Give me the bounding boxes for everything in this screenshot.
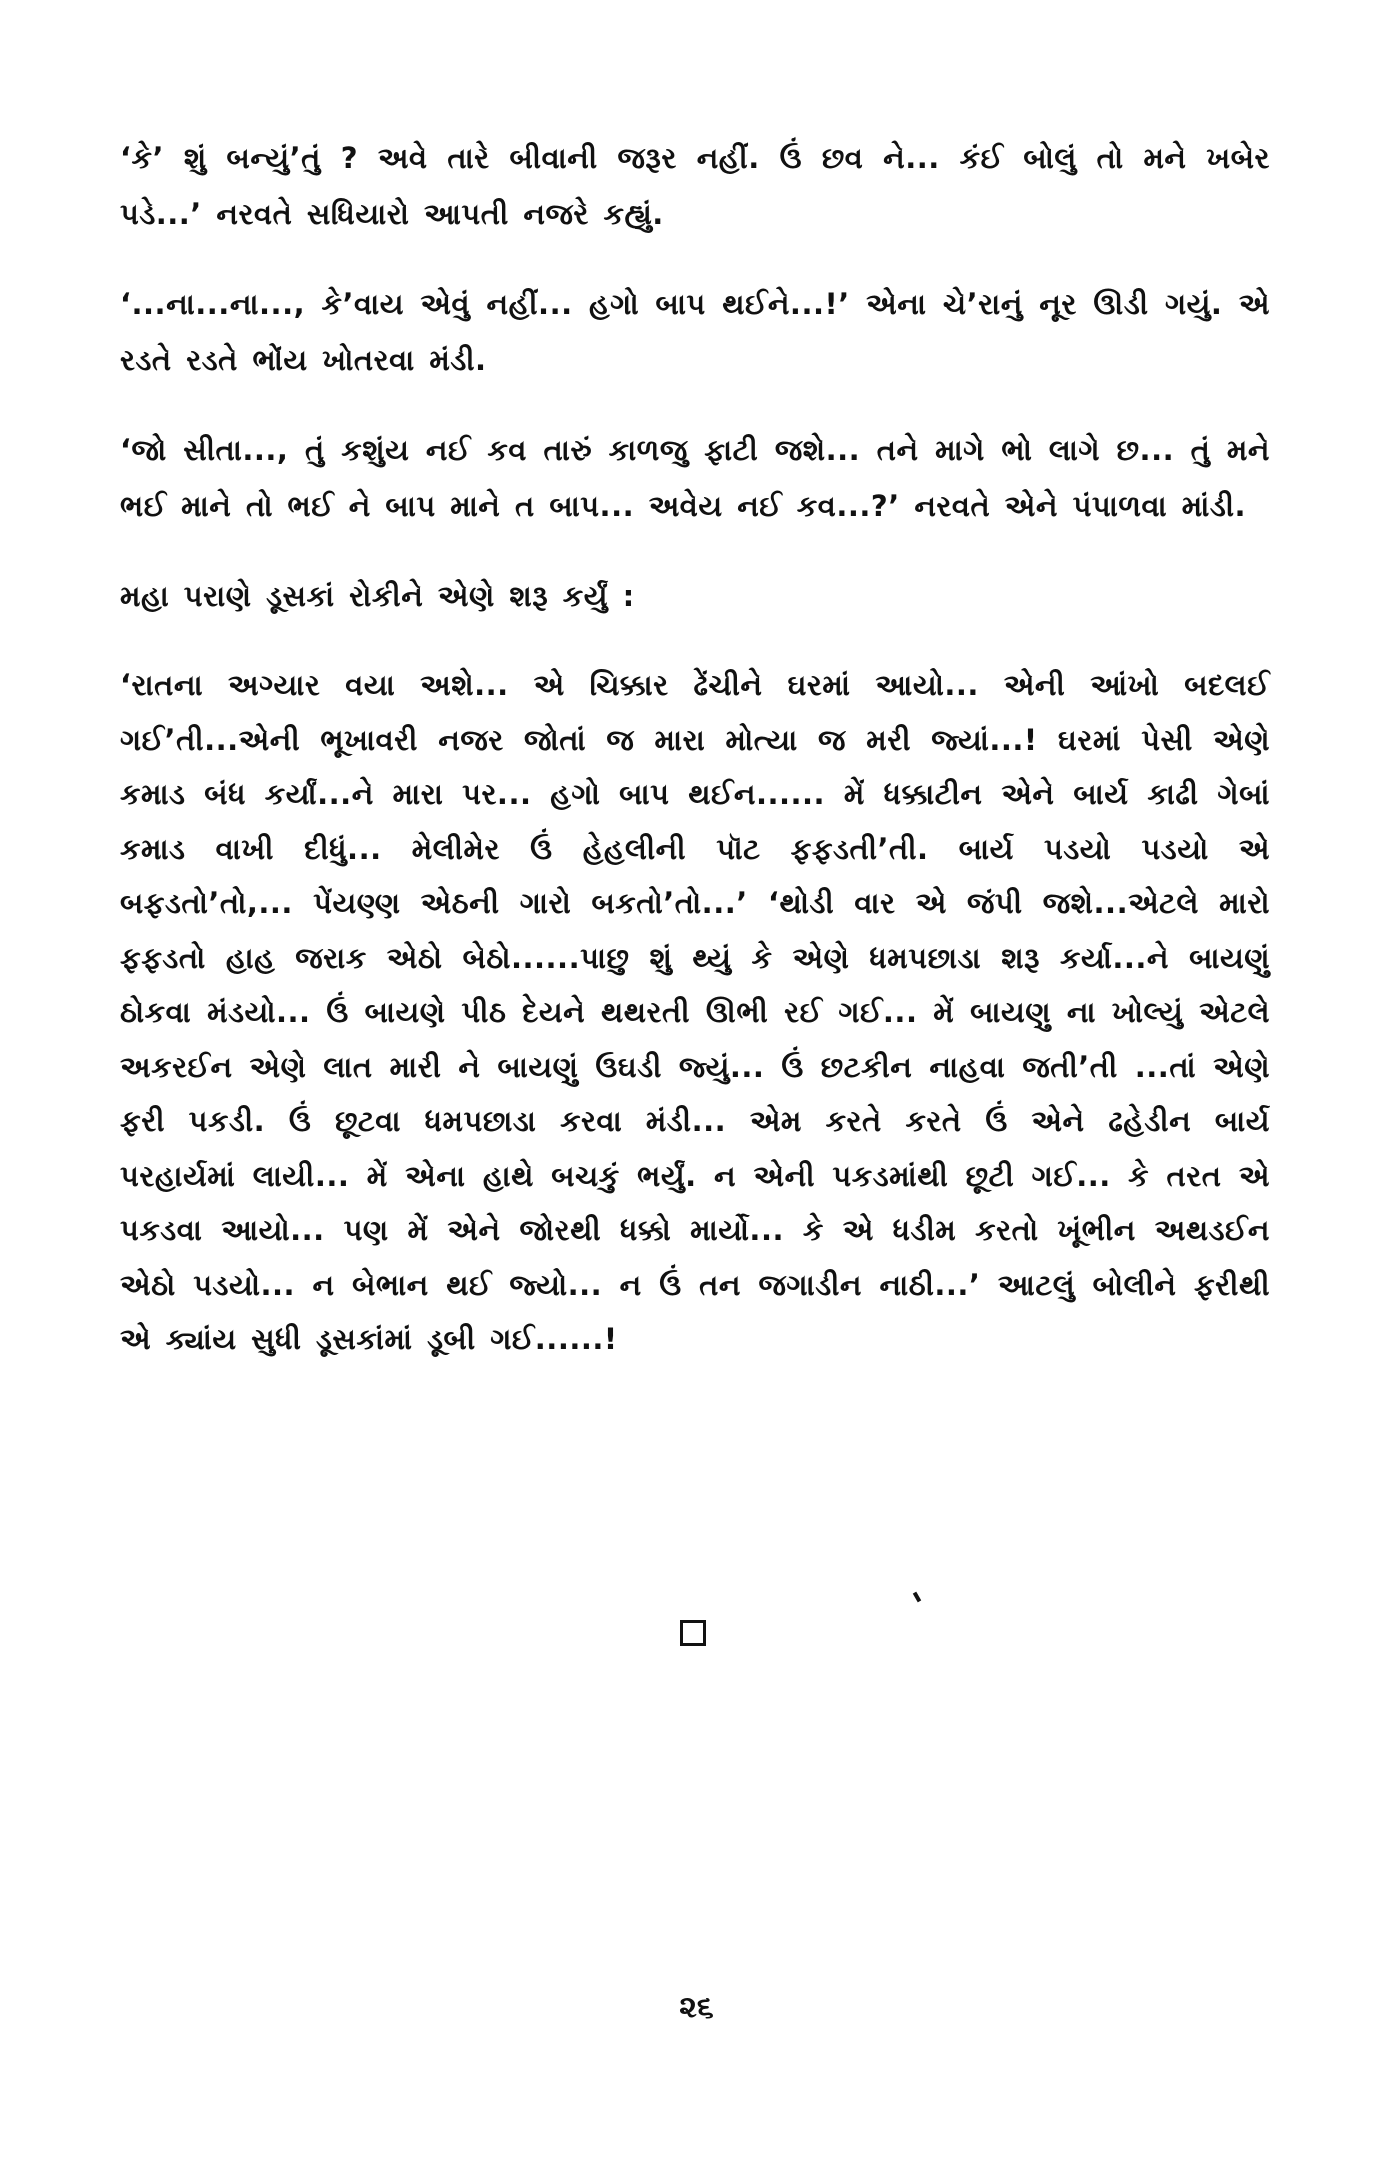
paragraph-5: ‘રાતના અગ્યાર વયા અશે... એ ચિક્કાર ઢેંચીને ઘરમાં આયો... એની આંખો બદલઈ ગઈ’તી...એની ભૂખાવરી નજર જોતાં જ મારા મોત્યા જ મરી જ્યાં...! ઘરમાં પેસી એણે કમાડ બંધ કર્યાં...ને મારા પર... હગો બાપ થઈન...... મેં ધક્કાટીન એને બાર્ય કાઢી ગેબાં કમાડ વાખી દીધું... મેલીમેર ઉં હેહલીની પૉટ ફફડતી’તી. બાર્ય પડયો પડયો એ બફડતો’તો,... પેંયણ્ણ એઠની ગારો બકતો’તો...’ ‘થોડી વાર એ જંપી જશે...એટલે મારો ફફડતો હાહ જરાક એઠો બેઠો......પાછુ શું થ્યું કે એણે ધમપછાડા શરૂ કર્યા...ને બાયણું ઠોકવા મંડયો... ઉં બાયણે પીઠ દેયને થથરતી ઊભી રઈ ગઈ... મેં બાયણુ ના ખોલ્યું એટલે અકરઈન એણે લાત મારી ને બાયણું ઉઘડી જ્યું... ઉં છટકીન નાહવા જતી’તી ...તાં એણે ફરી પકડી. ઉં છૂટવા ધમપછાડા કરવા મંડી... એમ કરતે કરતે ઉં એને ઢહેડીન બાર્ય પરહાર્યમાં લાયી... મેં એના હાથે બચકું ભર્યું. ન એની પકડમાંથી છૂટી ગઈ... કે તરત એ પકડવા આયો... પણ મેં એને જોરથી ધક્કો માર્યો... કે એ ધડીમ કરતો ખૂંભીન અથડઈન એઠો પડયો... ન બેભાન થઈ જ્યો... ન ઉં તન જગાડીન નાઠી...’ આટલું બોલીને ફરીથી એ ક્યાંય સુધી ડૂસકાંમાં ડૂબી ગઈ......! [120,668,1270,1356]
section-end-box-icon [680,1620,706,1646]
page-number: ૨૬ [679,1990,714,2025]
paragraph-4: મહા પરાણે ડૂસકાં રોકીને એણે શરૂ કર્યું : [120,579,635,613]
page-body [120,130,1270,1395]
paragraph-2: ‘...ના...ના..., કે’વાય એવું નહીં... હગો બાપ થઈને...!’ એના ચે’રાનું નૂર ઊડી ગયું. એ રડતે રડતે ભોંય ખોતરવા મંડી. [120,287,1270,377]
stray-ink-mark [913,1592,921,1603]
paragraph-1: ‘કે’ શું બન્યું’તું ? અવે તારે બીવાની જરૂર નહીં. ઉં છવ ને... કંઈ બોલું તો મને ખબેર પડે...’ નરવતે સધિયારો આપતી નજરે કહ્યું. [120,141,1270,231]
paragraph-3: ‘જો સીતા..., તું કશુંય નઈ કવ તારું કાળજુ ફાટી જશે... તને માગે ભો લાગે છ... તું મને ભઈ માને તો ભઈ ને બાપ માને ત બાપ... અવેય નઈ કવ...?’ નરવતે એને પંપાળવા માંડી. [120,433,1270,523]
